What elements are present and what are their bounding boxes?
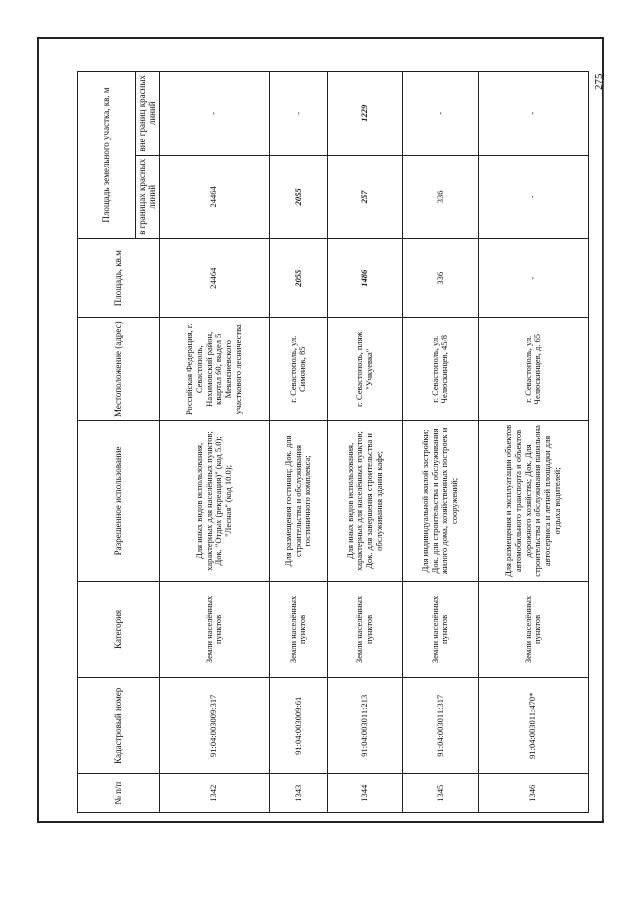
cell-cadastral: 91:04:003011:213 <box>327 678 402 774</box>
header-num: № п/п <box>78 774 160 813</box>
cell-area: 2055 <box>270 239 328 318</box>
cell-outside-red: - <box>270 72 328 156</box>
cell-location: г. Севастополь, ул. Челюскинцев, д. 65 <box>478 318 588 421</box>
cell-area: - <box>478 239 588 318</box>
cell-num: 1344 <box>327 774 402 813</box>
cell-num: 1345 <box>403 774 478 813</box>
cell-outside-red: 1229 <box>327 72 402 156</box>
cell-category: Земли населённых пунктов <box>478 581 588 677</box>
cell-area: 24464 <box>159 239 269 318</box>
table-row <box>478 72 588 813</box>
rotated-table-container <box>77 71 589 813</box>
cell-category: Земли населённых пунктов <box>159 581 269 677</box>
cell-num: 1346 <box>478 774 588 813</box>
cell-within-red: 257 <box>327 155 402 239</box>
cell-category: Земли населённых пунктов <box>403 581 478 677</box>
cell-within-red: 24464 <box>159 155 269 239</box>
cell-permitted-use: Для иных видов использования, характерных для населённых пунктов; Док. для завершения строительства и обслуживания здания кафе; <box>327 421 402 582</box>
page-number: 275 <box>593 73 605 90</box>
cell-cadastral: 91:04:003011:317 <box>403 678 478 774</box>
cell-area: 336 <box>403 239 478 318</box>
header-within-red-lines: в границах красных линий <box>136 155 160 239</box>
header-category: Категория <box>78 581 160 677</box>
cell-num: 1343 <box>270 774 328 813</box>
header-cadastral: Кадастровый номер <box>78 678 160 774</box>
cell-location: Российская Федерация, г. Севастополь, Нахимовский район, квартал 60, выдел 5 Мекензиевского участкового лесничества <box>159 318 269 421</box>
header-permitted-use: Разрешенное использование <box>78 421 160 582</box>
cell-permitted-use: Для индивидуальной жилой застройки; Док. для строительства и обслуживания жилого дома, хозяйственных построек и сооружений; <box>403 421 478 582</box>
cell-location: г. Севастополь, ул. Симонок, 85 <box>270 318 328 421</box>
cell-permitted-use: Для размещения гостиниц; Док. для строительства и обслуживания гостиничного комплекса; <box>270 421 328 582</box>
cell-location: г. Севастополь, ул. Челюскинцев, 45/8 <box>403 318 478 421</box>
header-land-area-group: Площадь земельного участка, кв. м <box>78 72 136 239</box>
table-row <box>327 72 402 813</box>
cell-area: 1486 <box>327 239 402 318</box>
header-location: Местоположение (адрес) <box>78 318 160 421</box>
header-outside-red-lines: вне границ красных линий <box>136 72 160 156</box>
cell-outside-red: - <box>159 72 269 156</box>
cell-category: Земли населённых пунктов <box>327 581 402 677</box>
cell-outside-red: - <box>403 72 478 156</box>
cell-within-red: 2055 <box>270 155 328 239</box>
cell-num: 1342 <box>159 774 269 813</box>
table-row <box>159 72 269 813</box>
cell-within-red: 336 <box>403 155 478 239</box>
header-area: Площадь, кв.м <box>78 239 160 318</box>
table-row <box>403 72 478 813</box>
cell-location: г. Севастополь, пляж "Учкуевка" <box>327 318 402 421</box>
cell-category: Земли населённых пунктов <box>270 581 328 677</box>
cell-cadastral: 91:04:003011:470* <box>478 678 588 774</box>
cell-cadastral: 91:04:003009:61 <box>270 678 328 774</box>
cell-permitted-use: Для размещения и эксплуатации объектов автомобильного транспорта и объектов дорожного хозяйства; Док. Для строительства и обслуживания павильона автосервиса и летней площадки для отдыха водителей; <box>478 421 588 582</box>
cell-permitted-use: Для иных видов использования, характерных для населённых пунктов; Док. "Отдых (рекреация)" (код 5.0); "Лесная" (код 10.0); <box>159 421 269 582</box>
page-margin-rule <box>603 80 604 820</box>
table-row <box>270 72 328 813</box>
cell-within-red: - <box>478 155 588 239</box>
cell-cadastral: 91:04:003009:317 <box>159 678 269 774</box>
cell-outside-red: - <box>478 72 588 156</box>
land-plots-table <box>77 71 589 813</box>
